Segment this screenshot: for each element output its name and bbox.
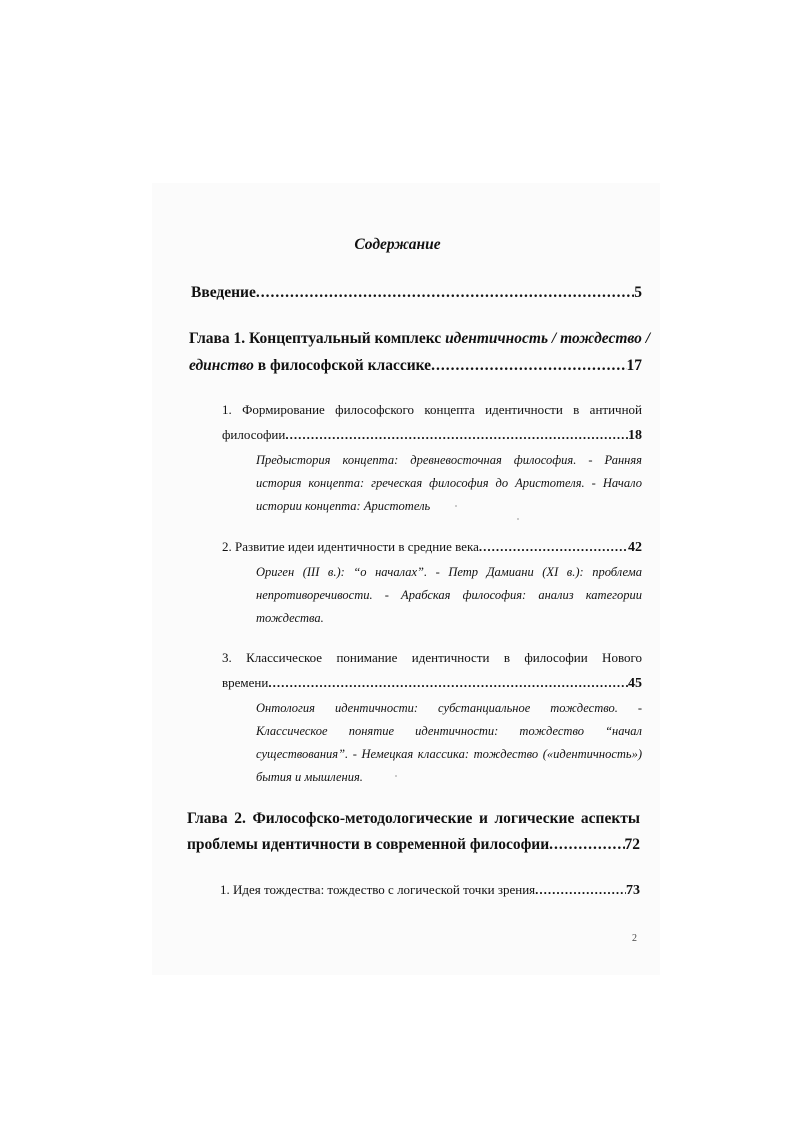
dot-leader — [268, 675, 628, 691]
dot-leader — [479, 539, 628, 555]
entry-label: проблемы идентичности в современной философии — [187, 836, 550, 853]
toc-entry-section-1-3 — [222, 675, 642, 692]
chapter-1-concept: идентичность / тождество / — [445, 330, 651, 347]
toc-entry-section-1-2 — [222, 539, 642, 556]
toc-entry-section-2-1 — [220, 882, 640, 899]
dot-leader — [285, 427, 628, 443]
entry-label: 2. Развитие идеи идентичности в средние века — [222, 539, 479, 554]
entry-page: 45 — [628, 676, 642, 691]
entry-label: 1. Идея тождества: тождество с логической точки зрения — [220, 882, 536, 897]
toc-entry-chapter-2 — [187, 836, 640, 854]
section-1-1-subtopics: Предыстория концепта: древневосточная философия. - Ранняя история концепта: греческая философия до Аристотеля. - Начало истории концепта: Аристотель — [256, 453, 642, 513]
scan-speck — [517, 518, 519, 520]
dot-leader — [549, 836, 624, 854]
dot-leader — [535, 882, 626, 898]
chapter-1-concept-cont: единство — [189, 357, 254, 374]
toc-entry-intro — [191, 284, 642, 302]
section-1-1-line: 1. Формирование философского концепта идентичности в античной — [222, 402, 642, 417]
toc-entry-chapter-1 — [189, 357, 642, 375]
chapter-1-heading — [189, 330, 651, 348]
page-number: 2 — [632, 933, 637, 944]
dot-leader — [431, 357, 626, 375]
section-1-3-subtopics: Онтология идентичности: субстанциальное тождество. - Классическое понятие идентичности: тождество “начал существования”. - Немецкая классика: тождество («идентичность») бытия и мышления. — [256, 701, 642, 784]
entry-page: 72 — [624, 836, 640, 853]
toc-title: Содержание — [354, 236, 441, 253]
section-1-2-subtopics: Ориген (III в.): “о началах”. - Петр Дамиани (XI в.): проблема непротиворечивости. - Арабская философия: анализ категории тождества. — [256, 565, 642, 625]
chapter-1-text-cont: в философской классике — [253, 357, 432, 374]
entry-page: 17 — [626, 357, 642, 374]
entry-label: времени — [222, 675, 269, 690]
toc-entry-section-1-1 — [222, 427, 642, 444]
entry-label: Введение — [191, 284, 256, 301]
section-1-3-line: 3. Классическое понимание идентичности в философии Нового — [222, 650, 642, 665]
dot-leader — [256, 284, 634, 302]
chapter-2-heading: Глава 2. Философско-методологические и логические аспекты — [187, 810, 640, 827]
entry-label: философии — [222, 427, 286, 442]
entry-page: 42 — [628, 540, 642, 555]
entry-page: 5 — [634, 284, 642, 301]
chapter-1-text: Глава 1. Концептуальный комплекс — [189, 330, 446, 347]
entry-page: 73 — [626, 883, 640, 898]
entry-page: 18 — [628, 428, 642, 443]
